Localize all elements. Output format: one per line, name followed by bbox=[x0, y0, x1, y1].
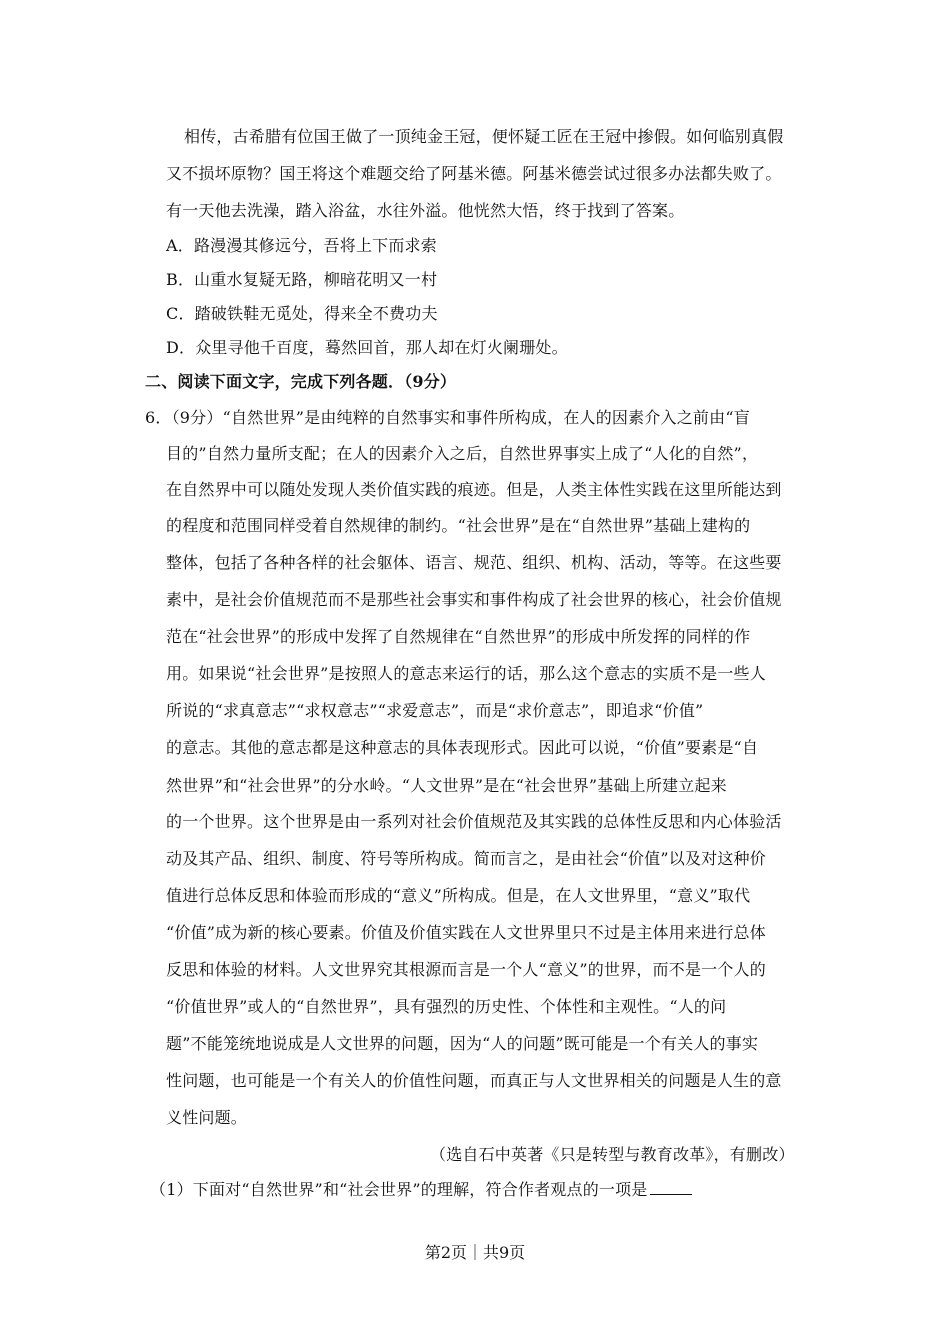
q6-line-15: “价值”成为新的核心要素。价值及价值实践在人文世界里只不过是主体用来进行总体 bbox=[166, 923, 766, 942]
option-a: A．路漫漫其修远兮，吾将上下而求索 bbox=[166, 236, 437, 255]
q6-line-1: 6．（9分）“自然世界”是由纯粹的自然事实和事件所构成，在人的因素介入之前由“盲 bbox=[145, 408, 750, 427]
q6-line-4: 的程度和范围同样受着自然规律的制约。“社会世界”是在“自然世界”基础上建构的 bbox=[166, 516, 751, 535]
answer-blank bbox=[650, 1180, 692, 1195]
q6-line-10: 的意志。其他的意志都是这种意志的具体表现形式。因此可以说，“价值”要素是“自 bbox=[166, 738, 759, 757]
q6-line-16: 反思和体验的材料。人文世界究其根源而言是一个人“意义”的世界，而不是一个人的 bbox=[166, 960, 766, 979]
intro-line-2: 又不损坏原物？国王将这个难题交给了阿基米德。阿基米德尝试过很多办法都失败了。 bbox=[166, 164, 782, 183]
q6-line-12: 的一个世界。这个世界是由一系列对社会价值规范及其实践的总体性反思和内心体验活 bbox=[166, 812, 782, 831]
q6-line-17: “价值世界”或人的“自然世界”，具有强烈的历史性、个体性和主观性。“人的问 bbox=[166, 997, 727, 1016]
q6-line-14: 值进行总体反思和体验而形成的“意义”所构成。但是，在人文世界里，“意义”取代 bbox=[166, 886, 751, 905]
page-footer: 第2页｜共9页 bbox=[424, 1243, 526, 1262]
q6-line-7: 范在“社会世界”的形成中发挥了自然规律在“自然世界”的形成中所发挥的同样的作 bbox=[166, 627, 751, 646]
q6-line-6: 素中，是社会价值规范而不是那些社会事实和事件构成了社会世界的核心，社会价值规 bbox=[166, 590, 782, 609]
option-c: C．踏破铁鞋无觅处，得来全不费功夫 bbox=[166, 304, 438, 323]
q6-line-8: 用。如果说“社会世界”是按照人的意志来运行的话，那么这个意志的实质不是一些人 bbox=[166, 664, 766, 683]
q6-line-9: 所说的“求真意志”“求权意志”“求爱意志”，而是“求价意志”，即追求“价值” bbox=[166, 701, 704, 720]
source-citation: （选自石中英著《只是转型与教育改革》，有删改） bbox=[430, 1145, 795, 1164]
q6-line-11: 然世界”和“社会世界”的分水岭。“人文世界”是在“社会世界”基础上所建立起来 bbox=[166, 776, 727, 795]
sub-question-1 bbox=[150, 1180, 692, 1200]
sub-question-1-text: （1）下面对“自然世界”和“社会世界”的理解，符合作者观点的一项是 bbox=[150, 1180, 648, 1199]
q6-line-5: 整体，包括了各种各样的社会躯体、语言、规范、组织、机构、活动，等等。在这些要 bbox=[166, 553, 782, 572]
option-b: B．山重水复疑无路，柳暗花明又一村 bbox=[166, 270, 438, 289]
q6-line-20: 义性问题。 bbox=[166, 1108, 248, 1127]
q6-line-19: 性问题，也可能是一个有关人的价值性问题，而真正与人文世界相关的问题是人生的意 bbox=[166, 1071, 782, 1090]
intro-line-1: 相传，古希腊有位国王做了一顶纯金王冠，便怀疑工匠在王冠中掺假。如何临别真假 bbox=[184, 127, 784, 146]
section-heading: 二、阅读下面文字，完成下列各题．（9分） bbox=[145, 372, 457, 391]
option-d: D．众里寻他千百度，蓦然回首，那人却在灯火阑珊处。 bbox=[166, 338, 568, 357]
q6-line-18: 题”不能笼统地说成是人文世界的问题，因为“人的问题”既可能是一个有关人的事实 bbox=[166, 1034, 759, 1053]
q6-line-13: 动及其产品、组织、制度、符号等所构成。简而言之，是由社会“价值”以及对这种价 bbox=[166, 849, 766, 868]
q6-line-2: 目的”自然力量所支配；在人的因素介入之后，自然世界事实上成了“人化的自然”， bbox=[166, 444, 759, 463]
q6-line-3: 在自然界中可以随处发现人类价值实践的痕迹。但是，人类主体性实践在这里所能达到 bbox=[166, 480, 782, 499]
intro-line-3: 有一天他去洗澡，踏入浴盆，水往外溢。他恍然大悟，终于找到了答案。 bbox=[166, 201, 685, 220]
